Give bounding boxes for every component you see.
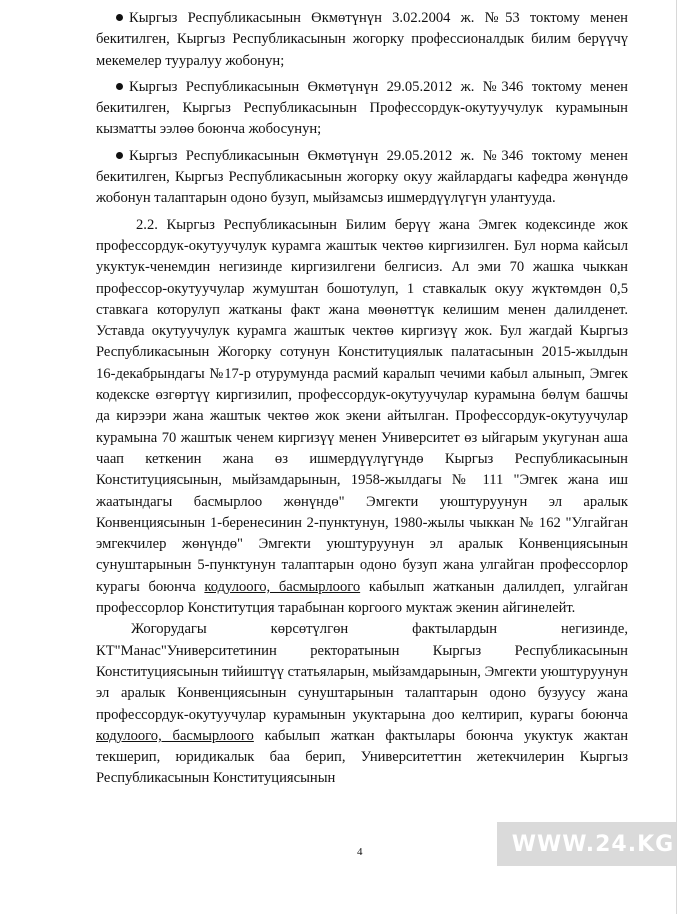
underlined-text: кодулоого, басмырлоого [96,727,254,744]
paragraph-2-2 [96,215,628,620]
underlined-text: кодулоого, басмырлоого [204,578,361,595]
paragraph-text: кабылып жатканын далилдеп, улгайган профессорлор Конститутция тарабынан коргоого муктаж экенин айгинелейт. [96,578,628,617]
paragraph-conclusion [96,619,628,789]
watermark-logo [497,822,677,866]
bullet-text: Кыргыз Республикасынын Өкмөтүнүн 29.05.2012 ж. №346 токтому менен бекитилген, Кыргыз Республикасынын Профессордук-окутуучулук курамынын кызматты ээлөө боюнча жобосунун; [96,78,628,138]
bullet-text: Кыргыз Республикасынын Өкмөтүнүн 29.05.2012 ж. №346 токтому менен бекитилген, Кыргыз Республикасынын жогорку окуу жайлардагы кафедра жөнүндө жобонун талаптарын одоно бузуп, мыйзамсыз ишмердүүлүгүн улантууда. [96,147,628,207]
watermark-text: WWW.24.KG [511,831,675,857]
bullet-item [96,8,628,72]
paragraph-text: 2.2. Кыргыз Республикасынын Билим берүү жана Эмгек кодексинде жок профессордук-окутуучулук курамга жаштык чектөө киргизилген. Бул норма кайсыл укуктук-ченемдин негизинде киргизилгени белгисиз. Ал эми 70 жашка чыккан профессор-окутуучулар жумуштан бошотулуп, 1 ставкалык окуу жүктөмдөн 0,5 ставкага которулуп жатканы факт жана мөөнөттүк келишим менен далилденет. Уставда окутуучулук курамга жаштык чектөө киргизүү жок. Бул жагдай Кыргыз Республикасынын Жогорку сотунун Конституциялык палатасынын 2015-жылдын 16-декабрындагы №17-р отурумунда расмий каралып чечими кабыл алынып, Эмгек кодекске өзгөртүү киргизилип, профессордук-окутуучулар курамына бөлүм башчы да кирээри жана жаштык чектөө жок экени айтылган. Профессордук-окутуучулар курамына 70 жаштык ченем киргизүү менен Университет өз ыйгарым укугунан аша чаап кеткенин жана өз ишмердүүлүгүндө Кыргыз Республикасынын Конституциясынын, мыйзамдарынын, 1958-жылдагы № 111 "Эмгек жана иш жаатындагы басмырлоо жөнүндө" Эмгекти уюштуруунун эл аралык Конвенциясынын 1-беренесинин 2-пунктунун, 1980-жылы чыккан № 162 "Улгайган эмгекчилер жөнүндө" Эмгекти уюштуруунун эл аралык Конвенциясынын сунуштарынын 5-пунктунун талаптарын одоно бузуп жана улгайган профессорлор курагы боюнча [96,216,628,595]
paragraph-text: Жогорудагы көрсөтүлгөн фактылардын негизинде, КТ"Манас"Университетинин ректоратынын Кыргыз Республикасынын Конституциясынын тийиштүү статьяларын, мыйзамдарынын, Эмгекти уюштуруунун эл аралык Конвенциясынын сунуштарынын талаптарын одоно бузуусу жана профессордук-окутуучулар курамынын укуктарына доо келтирип, курагы боюнча [96,621,628,723]
paragraph-text: кабылып жаткан фактылары боюнча укуктук жактан текшерип, юридикалык баа берип, Университеттин жетекчилерин Кыргыз Республикасынын Конституциясынын [96,727,628,787]
bullet-item [96,77,628,141]
bullet-text: Кыргыз Республикасынын Өкмөтүнүн 3.02.2004 ж. №53 токтому менен бекитилген, Кыргыз Республикасынын жогорку профессионалдык билим берүүчү мекемелер тууралуу жобонун; [96,10,628,69]
bullet-dot-icon [116,83,123,90]
bullet-item [96,146,628,210]
document-body [96,8,628,790]
bullet-dot-icon [116,152,123,159]
page-number: 4 [357,846,363,858]
bullet-dot-icon [116,14,123,21]
